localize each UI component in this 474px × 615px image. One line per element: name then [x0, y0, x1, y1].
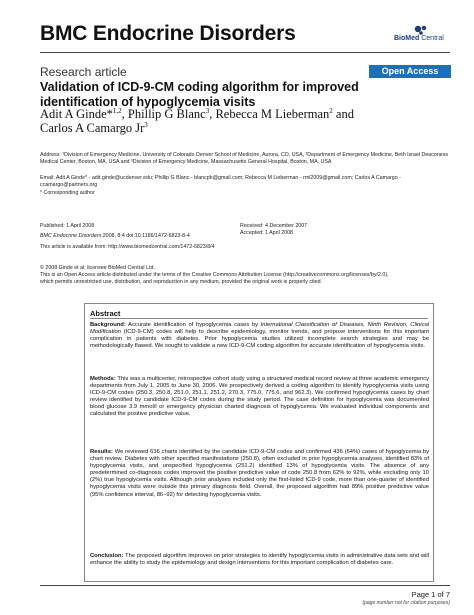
article-type: Research article: [40, 65, 127, 79]
author-blanc: , Phillip G Blanc: [121, 107, 206, 121]
background-icd-name: International Classification of Diseases, Ninth Revision, Clinical Modification: [90, 322, 429, 336]
background-label: Background:: [90, 322, 126, 328]
author-ginde: Adit A Ginde*: [40, 107, 113, 121]
background-text-b: (ICD-9-CM) codes will help to describe epidemiology, monitor trends, and propose interventions for this important complication in patients with diabetes. Prior hypoglycemia studies utilized incomplete search strategies and may be methodologically flawed. We sought to validate a new ICD-9-CM coding algorithm for accurate identification of hypoglycemia visits.: [90, 329, 429, 350]
corresponding-note: * Corresponding author: [40, 189, 95, 196]
received-date: Received: 4 December 2007: [240, 223, 308, 229]
abstract-methods: [90, 376, 429, 419]
abstract-heading: Abstract: [90, 309, 121, 318]
title-line-1: Validation of ICD-9-CM coding algorithm for improved: [40, 80, 359, 94]
license-line: This is an Open Access article distributed under the terms of the Creative Commons Attribution License (http://creativecommons.org/licenses/by/2.0),: [40, 272, 389, 278]
article-url[interactable]: This article is available from: http://www.biomedcentral.com/1472-6823/8/4: [40, 244, 215, 250]
title-line-2: identification of hypoglycemia visits: [40, 94, 256, 109]
affil-sup-4: 3: [144, 120, 148, 129]
paper-title: [40, 80, 445, 109]
authors-line-1: [40, 107, 450, 121]
author-lieberman: , Rebecca M Lieberman: [209, 107, 330, 121]
publisher-prefix: BioMed: [394, 35, 420, 42]
open-access-badge: Open Access: [369, 65, 451, 78]
header-rule: [40, 52, 450, 53]
results-text: We reviewed 636 charts identified by the candidate ICD-9-CM codes and confirmed 436 (64%) cases of hypoglycemia by chart review. Diabetes with other specified manifestations (250.8), often excluded in prior hypoglycemia analyses, identified 83% of hypoglycemia visits, and unspecified hypoglycemia (251.2) identified 13% of hypoglycemia visits. The absence of any predetermined co-diagnosis codes improved the positive predictive value of code 250.8 from 62% to 92%, while excluding only 10 (2%) true hypoglycemia visits. Although prior analyses included only the first-listed ICD-9 code, more than one-quarter of identified hypoglycemia visits were outside this primary diagnosis field. Overall, the proposed algorithm had 89% positive predictive value (95% confidence interval, 86–92) for detecting hypoglycemia visits.: [90, 449, 429, 498]
citation-journal: BMC Endocrine Disorders: [40, 233, 102, 239]
license-terms: which permits unrestricted use, distribution, and reproduction in any medium, provided the original work is properly cited.: [40, 279, 323, 285]
citation: [40, 233, 452, 240]
background-text-a: Accurate identification of hypoglycemia cases by: [125, 322, 261, 328]
publisher-name: [394, 35, 444, 42]
affil-sup-2: 3: [205, 106, 210, 115]
citation-details: 2008, 8:4 doi:10.1186/1472-6823-8-4: [101, 233, 190, 239]
address-block: Address: ¹Division of Emergency Medicine, University of Colorado Denver School of Medicine, Aurora, CO, USA, ²Department of Emergency Medicine, Beth Israel Deaconess Medical Center, Boston, MA, USA and ³Division of Emergency Medicine, Massachusetts General Hospital, Boston, MA, USA: [40, 152, 449, 166]
authors-line-2: [40, 121, 450, 135]
author-list: [40, 107, 450, 135]
abstract-background: [90, 322, 429, 350]
accepted-date: Accepted: 1 April 2008: [240, 230, 294, 236]
affil-sup-3: 2: [329, 106, 333, 115]
author-camargo: Carlos A Camargo Jr: [40, 121, 145, 135]
abstract-rule: [90, 318, 428, 319]
abstract-conclusion: [90, 553, 429, 567]
publisher-suffix: Central: [419, 35, 444, 42]
page-number: Page 1 of 7: [411, 590, 450, 599]
methods-label: Methods:: [90, 376, 116, 382]
results-label: Results:: [90, 449, 113, 455]
authors-and: and: [332, 107, 354, 121]
journal-title: BMC Endocrine Disorders: [40, 22, 296, 45]
abstract-results: [90, 449, 429, 499]
footer-rule: [40, 585, 450, 586]
methods-text: This was a multicenter, retrospective cohort study using a structured medical record review at three academic emergency departments from July 1, 2005 to June 30, 2006. We prospectively derived a coding algorithm to identify hypoglycemia visits using ICD-9-CM codes (250.3, 250.8, 251.0, 251.1, 251.2, 270.3, 775.0, 775.6, and 962.3). We confirmed hypoglycemia cases by chart review identified by candidate ICD-9-CM codes during the study period. The case definition for hypoglycemia was documented blood glucose 3.9 mmol/l or emergency physician charted diagnosis of hypoglycemia. We evaluated individual components and calculated the positive predictive value.: [90, 376, 429, 418]
published-date: Published: 1 April 2008: [40, 223, 95, 229]
email-list: Email: Adit A Ginde* - adit.ginde@ucdenver.edu; Phillip G Blanc - blancph@gmail.com; Rebecca M Lieberman - rml2009@gmail.com; Carlos A Camargo - ccamargo@partners.org: [40, 175, 401, 189]
conclusion-text: The proposed algorithm improves on prior strategies to identify hypoglycemia visits in administrative data sets and will enhance the ability to study the epidemiology and design interventions for this important complication of diabetes care.: [90, 553, 429, 567]
email-block: [40, 175, 452, 197]
conclusion-label: Conclusion:: [90, 553, 124, 559]
affil-sup-1: 1,2: [112, 106, 122, 115]
page-note: (page number not for citation purposes): [362, 600, 450, 606]
copyright-line: © 2008 Ginde et al; licensee BioMed Central Ltd.: [40, 265, 155, 271]
abstract-box: [84, 303, 434, 582]
